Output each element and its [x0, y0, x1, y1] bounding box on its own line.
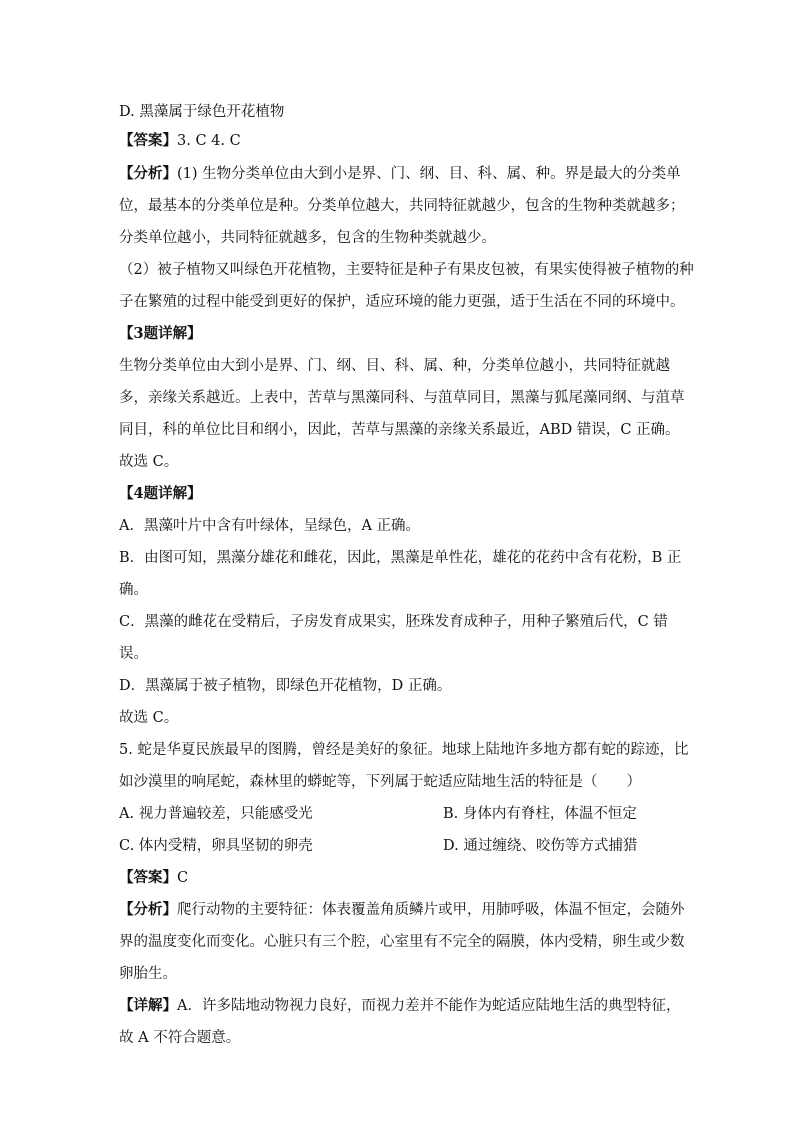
q5-detail-text: A．许多陆地动物视力良好，而视力差并不能作为蛇适应陆地生活的典型特征， — [177, 998, 681, 1014]
q5-answer-value: C — [177, 870, 189, 886]
q3-choice-line: 故选 C。 — [119, 454, 179, 470]
q4-option-c-line-2: 误。 — [119, 646, 148, 662]
analysis-line-4: （2）被子植物又叫绿色开花植物，主要特征是种子有果皮包被，有果实使得被子植物的种 — [119, 262, 694, 278]
analysis-line-1 — [119, 164, 681, 184]
q4-option-d-line: D．黑藻属于被子植物，即绿色开花植物，D 正确。 — [119, 678, 452, 694]
q5-analysis-text: 爬行动物的主要特征：体表覆盖角质鳞片或甲，用肺呼吸，体温不恒定，会随外 — [177, 902, 685, 918]
q5-detail-line-1 — [119, 996, 680, 1016]
q4-option-b-line-1: B．由图可知，黑藻分雄花和雌花，因此，黑藻是单性花，雄花的花药中含有花粉，B 正 — [119, 550, 682, 566]
q4-option-a-line: A．黑藻叶片中含有叶绿体，呈绿色，A 正确。 — [119, 518, 421, 534]
q5-analysis-line-3: 卵胎生。 — [119, 966, 177, 982]
q5-detail-label: 【详解】 — [119, 997, 177, 1014]
answer-value: 3. C 4. C — [177, 133, 241, 149]
q5-analysis-label: 【分析】 — [119, 901, 177, 918]
answer-label: 【答案】 — [119, 132, 177, 149]
analysis-line-5: 子在繁殖的过程中能受到更好的保护，适应环境的能力更强，适于生活在不同的环境中。 — [119, 294, 685, 310]
q4-option-b-line-2: 确。 — [119, 582, 148, 598]
q5-option-d: D. 通过缠绕、咬伤等方式捕猎 — [443, 838, 638, 854]
q5-analysis-line-2: 界的温度变化而变化。心脏只有三个腔，心室里有不完全的隔膜，体内受精，卵生或少数 — [119, 934, 685, 950]
analysis-line-2: 位，最基本的分类单位是种。分类单位越大，共同特征就越少，包含的生物种类就越多； — [119, 198, 685, 214]
q3-detail-line-1: 生物分类单位由大到小是界、门、纲、目、科、属、种，分类单位越小，共同特征就越 — [119, 358, 670, 374]
q5-detail-line-2: 故 A 不符合题意。 — [119, 1030, 241, 1046]
analysis-label: 【分析】 — [119, 165, 177, 182]
question-5-line-1: 5. 蛇是华夏民族最早的图腾，曾经是美好的象征。地球上陆地许多地方都有蛇的踪迹，比 — [119, 742, 689, 758]
q4-option-c-line-1: C．黑藻的雌花在受精后，子房发育成果实，胚珠发育成种子，用种子繁殖后代，C 错 — [119, 614, 668, 630]
q5-option-c: C. 体内受精，卵具坚韧的卵壳 — [119, 838, 313, 854]
q3-detail-line-3: 同目，科的单位比目和纲小，因此，苦草与黑藻的亲缘关系最近，ABD 错误，C 正确。 — [119, 422, 680, 438]
q4-choice-line: 故选 C。 — [119, 710, 179, 726]
analysis-text: (1) 生物分类单位由大到小是界、门、纲、目、科、属、种。界是最大的分类单 — [177, 166, 681, 182]
q4-detail-heading: 【4题详解】 — [119, 485, 202, 502]
q3-detail-heading: 【3题详解】 — [119, 325, 202, 342]
option-d-line: D. 黑藻属于绿色开花植物 — [119, 104, 285, 120]
analysis-line-3: 分类单位越小，共同特征就越多，包含的生物种类就越少。 — [119, 230, 496, 246]
q5-option-a: A. 视力普遍较差，只能感受光 — [119, 806, 313, 822]
question-5-line-2: 如沙漠里的响尾蛇，森林里的蟒蛇等，下列属于蛇适应陆地生活的特征是（ ） — [119, 774, 641, 790]
q5-answer-label: 【答案】 — [119, 869, 177, 886]
q3-detail-line-2: 多，亲缘关系越近。上表中，苦草与黑藻同科、与菹草同目，黑藻与狐尾藻同纲、与菹草 — [119, 390, 685, 406]
q5-answer-line — [119, 868, 188, 888]
q5-analysis-line-1 — [119, 900, 685, 920]
q5-option-b: B. 身体内有脊柱，体温不恒定 — [443, 806, 637, 822]
answer-line — [119, 131, 241, 151]
